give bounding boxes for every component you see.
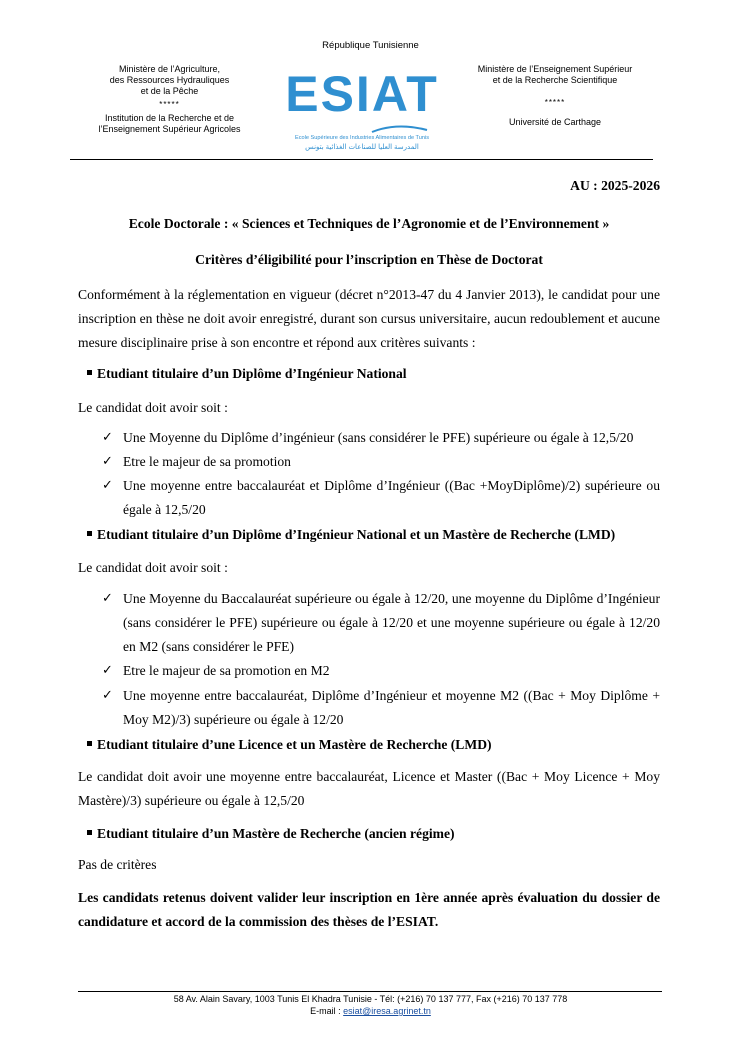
section-lead: Le candidat doit avoir soit : xyxy=(78,560,228,575)
right-ministry-line: et de la Recherche Scientifique xyxy=(492,75,618,85)
conclusion-paragraph: Les candidats retenus doivent valider leur inscription en 1ère année après évaluation du dossier de candidature et accord de la commission des thèses de l’ESIAT. xyxy=(78,890,660,929)
republic-label: République Tunisienne xyxy=(322,40,419,51)
section-heading xyxy=(87,733,667,757)
section-heading-text: Etudiant titulaire d’un Diplôme d’Ingénieur National et un Mastère de Recherche (LMD) xyxy=(97,527,616,542)
left-institution-line: Institution de la Recherche et de xyxy=(104,113,235,123)
criteria-item xyxy=(102,450,660,474)
left-ministry-line: des Ressources Hydrauliques xyxy=(109,75,230,85)
intro-paragraph: Conformément à la réglementation en vigueur (décret n°2013-47 du 4 Janvier 2013), le candidat pour une inscription en thèse ne doit avoir enregistré, durant son cursus universitaire, aucun redoublement et aucune mesure disciplinaire prise à son encontre et répond aux critères suivants : xyxy=(78,287,660,350)
section-heading-text: Etudiant titulaire d’une Licence et un Mastère de Recherche (LMD) xyxy=(97,737,492,752)
section-heading-text: Etudiant titulaire d’un Mastère de Recherche (ancien régime) xyxy=(97,826,455,841)
left-institution-line: l’Enseignement Supérieur Agricoles xyxy=(98,124,241,134)
criteria-item xyxy=(102,684,660,732)
criteria-item xyxy=(102,659,660,683)
section-text: Le candidat doit avoir une moyenne entre baccalauréat, Licence et Master ((Bac + Moy Licence + Moy Mastère)/3) supérieure ou égale à 12,5/20 xyxy=(78,769,660,808)
criteria-item xyxy=(102,474,660,522)
checkmark-icon: ✓ xyxy=(102,591,113,606)
criteria-text: Etre le majeur de sa promotion xyxy=(123,454,291,469)
section-text: Pas de critères xyxy=(78,857,157,872)
checkmark-icon: ✓ xyxy=(102,688,113,703)
academic-year: AU : 2025-2026 xyxy=(570,178,660,193)
checkmark-icon: ✓ xyxy=(102,454,113,469)
square-bullet-icon xyxy=(87,370,92,375)
square-bullet-icon xyxy=(87,741,92,746)
footer-address: 58 Av. Alain Savary, 1003 Tunis El Khadra Tunisie - Tél: (+216) 70 137 777, Fax (+216) 70 137 778 xyxy=(173,994,568,1004)
criteria-text: Une Moyenne du Diplôme d’ingénieur (sans considérer le PFE) supérieure ou égale à 12,5/20 xyxy=(123,430,634,445)
criteria-text: Etre le majeur de sa promotion en M2 xyxy=(123,663,330,678)
section-heading xyxy=(87,362,667,386)
logo-subtitle-fr: Ecole Supérieure des Industries Alimentaires de Tunis xyxy=(294,135,429,141)
logo-subtitle-ar: المدرسة العليا للصناعات الغذائية بتونس xyxy=(305,144,419,151)
doctoral-school: Ecole Doctorale : « Sciences et Techniques de l’Agronomie et de l’Environnement » xyxy=(128,216,610,231)
email-link[interactable]: esiat@iresa.agrinet.tn xyxy=(343,1006,431,1016)
section-lead: Le candidat doit avoir soit : xyxy=(78,400,228,415)
esiat-logo xyxy=(277,66,447,154)
footer-email-label: E-mail : xyxy=(310,1006,344,1016)
right-ministry-line: Ministère de l’Enseignement Supérieur xyxy=(477,64,633,74)
logo-swoosh-icon xyxy=(277,124,447,134)
criteria-text: Une moyenne entre baccalauréat et Diplôme d’Ingénieur ((Bac +MoyDiplôme)/2) supérieure ou égale à 12,5/20 xyxy=(123,478,660,517)
criteria-text: Une Moyenne du Baccalauréat supérieure ou égale à 12/20, une moyenne du Diplôme d’Ingénieur (sans considérer le PFE) supérieure ou égale à 12/20 et une moyenne supérieure ou égale à 12/20 en M2 (sans considérer le PFE) xyxy=(123,591,660,654)
square-bullet-icon xyxy=(87,531,92,536)
header-divider xyxy=(70,159,653,160)
left-ministry-line: et de la Pêche xyxy=(140,86,199,96)
right-ministry-block xyxy=(455,64,655,128)
separator-stars: ***** xyxy=(544,98,566,107)
square-bullet-icon xyxy=(87,830,92,835)
criteria-text: Une moyenne entre baccalauréat, Diplôme d’Ingénieur et moyenne M2 ((Bac + Moy Diplôme + Moy M2)/3) supérieure ou égale à 12/20 xyxy=(123,688,660,727)
footer-email-line xyxy=(0,1006,741,1017)
criteria-item xyxy=(102,587,660,659)
logo-wordmark: ESIAT xyxy=(285,66,439,122)
section-heading xyxy=(87,822,667,846)
checkmark-icon: ✓ xyxy=(102,478,113,493)
university-label: Université de Carthage xyxy=(508,117,602,127)
separator-stars: ***** xyxy=(159,100,180,109)
checkmark-icon: ✓ xyxy=(102,430,113,445)
section-heading-text: Etudiant titulaire d’un Diplôme d’Ingénieur National xyxy=(97,366,407,381)
criteria-item xyxy=(102,426,660,450)
footer-divider xyxy=(78,991,662,992)
left-ministry-block xyxy=(62,64,277,135)
section-heading xyxy=(87,523,667,547)
left-ministry-line: Ministère de l’Agriculture, xyxy=(118,64,221,74)
checkmark-icon: ✓ xyxy=(102,663,113,678)
page-title: Critères d’éligibilité pour l’inscription en Thèse de Doctorat xyxy=(195,252,543,267)
